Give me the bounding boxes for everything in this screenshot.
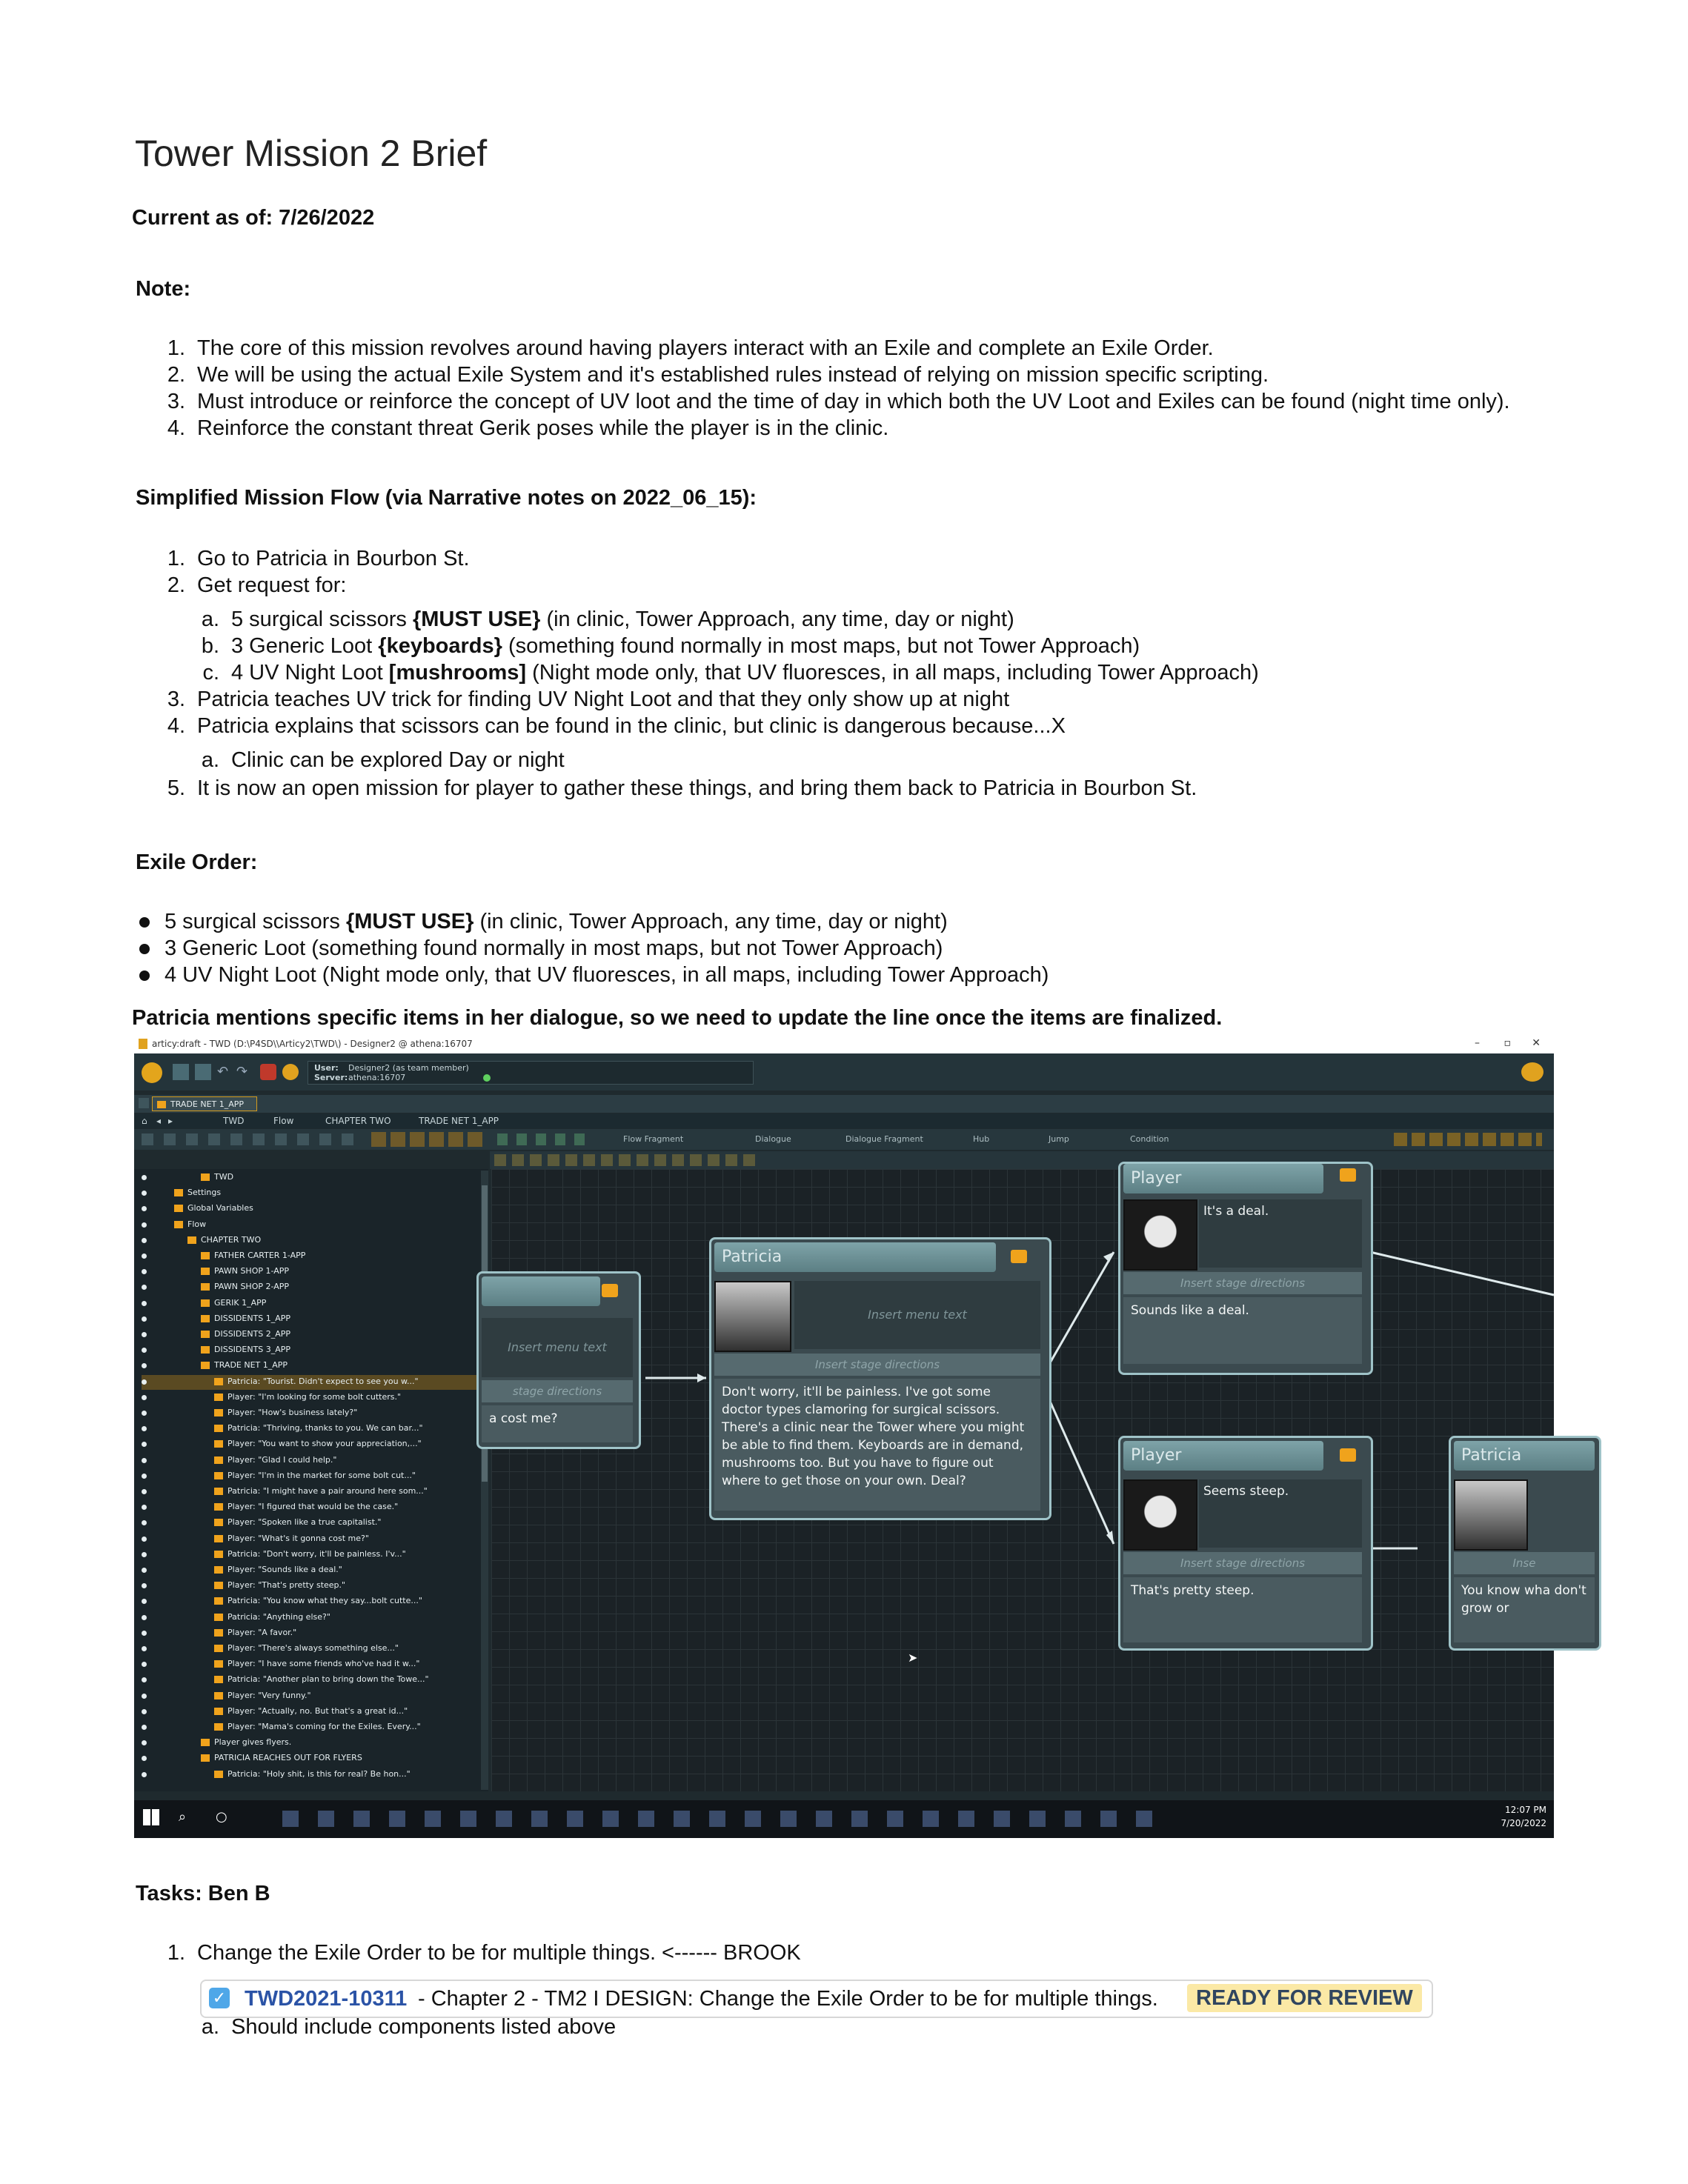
folder-icon <box>201 1268 210 1275</box>
tree-bullet-icon <box>142 1552 147 1557</box>
node-text: a cost me? <box>482 1405 633 1442</box>
tree-item[interactable] <box>142 1751 479 1766</box>
jira-ticket[interactable] <box>200 1980 1433 2018</box>
tree-bullet-icon <box>142 1520 147 1525</box>
toolbar-icon[interactable] <box>260 1064 276 1080</box>
exile-order-label: Exile Order: <box>136 850 258 874</box>
folder-icon <box>214 1582 223 1589</box>
toolbar-hub[interactable]: Hub <box>973 1134 990 1144</box>
folder-icon <box>214 1440 223 1448</box>
tree-item-label: Patricia: "You know what they say...bolt cutte..." <box>227 1596 422 1606</box>
node-text: That's pretty steep. <box>1123 1577 1362 1642</box>
dialogue-node-patricia-2[interactable] <box>1449 1436 1601 1651</box>
windows-taskbar <box>134 1800 1554 1838</box>
tree-bullet-icon <box>142 1175 147 1180</box>
player-avatar <box>1123 1199 1197 1271</box>
toolbar-dialogue-fragment[interactable]: Dialogue Fragment <box>845 1134 923 1144</box>
tree-item-label: Player: "How's business lately?" <box>227 1408 358 1417</box>
breadcrumb-item[interactable]: CHAPTER TWO <box>325 1116 391 1126</box>
patricia-avatar <box>714 1281 791 1352</box>
tree-bullet-icon <box>142 1568 147 1573</box>
speech-bubble-icon <box>1340 1448 1356 1462</box>
home-icon[interactable]: ⌂ <box>142 1116 147 1126</box>
folder-icon <box>214 1708 223 1715</box>
tree-item[interactable] <box>142 1296 479 1311</box>
stage-directions: Insert stage directions <box>714 1354 1040 1376</box>
tree-bullet-icon <box>142 1505 147 1510</box>
tree-bullet-icon <box>142 1238 147 1243</box>
folder-icon <box>201 1252 210 1259</box>
tree-bullet-icon <box>142 1756 147 1761</box>
flow-label: Simplified Mission Flow (via Narrative notes on 2022_06_15): <box>136 486 757 510</box>
tree-item-label: PAWN SHOP 1-APP <box>214 1266 290 1276</box>
list-item: 5. It is now an open mission for player to gather these things, and bring them back to Patricia in Bourbon St. <box>167 776 1197 800</box>
tree-bullet-icon <box>142 1709 147 1714</box>
tree-bullet-icon <box>142 1332 147 1337</box>
folder-icon <box>214 1519 223 1526</box>
tree-item[interactable] <box>142 1359 479 1374</box>
tree-bullet-icon <box>142 1269 147 1274</box>
folder-icon <box>214 1425 223 1432</box>
tree-bullet-icon <box>142 1677 147 1682</box>
folder-icon <box>214 1378 223 1385</box>
folder-icon <box>187 1236 196 1244</box>
tree-item[interactable] <box>142 1611 479 1625</box>
tree-item-label: Player: "Very funny." <box>227 1690 311 1700</box>
tree-item-label: Global Variables <box>187 1203 253 1213</box>
tree-item[interactable] <box>142 1249 479 1264</box>
tree-bullet-icon <box>142 1646 147 1651</box>
restore-icon[interactable]: ▫ <box>1503 1037 1511 1049</box>
tree-item-label: Player: "Sounds like a deal." <box>227 1565 342 1574</box>
current-as-of: Current as of: 7/26/2022 <box>132 206 375 230</box>
folder-icon <box>214 1535 223 1542</box>
toolbar-flow-fragment[interactable]: Flow Fragment <box>623 1134 684 1144</box>
list-item: 5 surgical scissors {MUST USE} (in clinic, Tower Approach, any time, day or night) <box>165 910 948 933</box>
stage-directions: Insert stage directions <box>1123 1272 1362 1294</box>
tree-bullet-icon <box>142 1411 147 1416</box>
tree-bullet-icon <box>142 1395 147 1400</box>
tree-item-label: TWD <box>214 1172 234 1182</box>
tree-bullet-icon <box>142 1740 147 1745</box>
list-item: c. 4 UV Night Loot [mushrooms] (Night mode only, that UV fluoresces, in all maps, including Tower Approach) <box>202 661 1259 685</box>
folder-icon <box>214 1660 223 1668</box>
folder-icon <box>201 1331 210 1338</box>
list-item: 4. Reinforce the constant threat Gerik poses while the player is in the clinic. <box>167 416 889 440</box>
settings-icon[interactable] <box>1521 1062 1544 1082</box>
tree-item[interactable] <box>142 1563 479 1578</box>
tree-item-label: Player: "What's it gonna cost me?" <box>227 1533 369 1543</box>
tree-item-label: FATHER CARTER 1-APP <box>214 1251 306 1260</box>
tree-item-label: Player: "That's pretty steep." <box>227 1580 346 1591</box>
tree-item-label: Settings <box>187 1188 222 1198</box>
tree-bullet-icon <box>142 1442 147 1447</box>
tree-item-label: Player: "I'm looking for some bolt cutters." <box>227 1391 402 1402</box>
tree-item[interactable] <box>142 1454 479 1468</box>
tree-bullet-icon <box>142 1363 147 1368</box>
clock-time: 12:07 PM <box>1505 1805 1546 1815</box>
tree-item-label: Player: "I have some friends who've had it w..." <box>227 1659 420 1669</box>
tree-item-label: Player: "Glad I could help." <box>227 1454 337 1465</box>
list-item: b. 3 Generic Loot {keyboards} (something found normally in most maps, but not Tower Approach) <box>201 634 1140 658</box>
undo-icon[interactable]: ↶ <box>217 1064 229 1079</box>
tree-item[interactable] <box>142 1594 479 1609</box>
tree-item[interactable] <box>142 1469 479 1484</box>
cortana-icon[interactable]: ○ <box>216 1809 227 1825</box>
tree-bullet-icon <box>142 1615 147 1620</box>
tree-bullet-icon <box>142 1222 147 1228</box>
bullet-icon <box>139 917 150 928</box>
tree-bullet-icon <box>142 1583 147 1588</box>
folder-icon <box>214 1503 223 1511</box>
toolbar-condition[interactable]: Condition <box>1130 1134 1169 1144</box>
articy-logo-icon[interactable] <box>142 1062 162 1083</box>
player-avatar <box>1123 1479 1197 1551</box>
folder-icon <box>214 1771 223 1778</box>
tree-item-label: Patricia: "Tourist. Didn't expect to see you w..." <box>227 1376 419 1386</box>
tree-item[interactable] <box>142 1705 479 1719</box>
breadcrumb-item[interactable]: Flow <box>273 1116 294 1126</box>
status-badge: READY FOR REVIEW <box>1187 1984 1422 2012</box>
breadcrumb <box>134 1113 1554 1128</box>
tree-item[interactable] <box>142 1516 479 1531</box>
user-label: User: <box>314 1063 339 1073</box>
dialogue-node[interactable] <box>476 1271 641 1449</box>
folder-icon <box>174 1205 183 1212</box>
tree-item-label: PAWN SHOP 2-APP <box>214 1282 290 1292</box>
tree-item-label: Patricia: "Thriving, thanks to you. We can bar..." <box>227 1423 423 1434</box>
node-header: Player <box>1123 1164 1323 1193</box>
speech-bubble-icon <box>1011 1250 1027 1263</box>
tree-item[interactable] <box>142 1171 479 1185</box>
folder-icon <box>214 1629 223 1637</box>
close-icon[interactable]: ✕ <box>1532 1037 1541 1049</box>
tree-bullet-icon <box>142 1474 147 1479</box>
tree-item[interactable] <box>142 1202 479 1216</box>
dialogue-node-patricia[interactable] <box>709 1237 1051 1520</box>
folder-icon <box>214 1597 223 1605</box>
list-item: 3 Generic Loot (something found normally in most maps, but not Tower Approach) <box>165 936 943 960</box>
speech-bubble-icon <box>602 1284 618 1297</box>
minimize-icon[interactable]: – <box>1475 1037 1480 1049</box>
toolbar-dialogue[interactable]: Dialogue <box>755 1134 791 1144</box>
menu-text: Insert menu text <box>794 1281 1040 1349</box>
tab-label: TRADE NET 1_APP <box>170 1099 245 1109</box>
ticket-id[interactable]: TWD2021-10311 <box>245 1987 408 2011</box>
status-dot <box>483 1074 491 1082</box>
tree-item[interactable] <box>142 1532 479 1547</box>
tab-menu-icon[interactable] <box>139 1098 149 1108</box>
bullet-icon <box>139 971 150 981</box>
tree-bullet-icon <box>142 1662 147 1667</box>
start-icon[interactable] <box>143 1809 159 1825</box>
tree-item[interactable] <box>142 1422 479 1436</box>
tree-item-label: Player: "Actually, no. But that's a great id..." <box>227 1705 408 1716</box>
tree-item-label: Player: "You want to show your appreciation,..." <box>227 1439 422 1449</box>
menu-text: It's a deal. <box>1199 1199 1362 1268</box>
list-item: 2. Get request for: <box>167 573 347 597</box>
articy-screenshot <box>134 1036 1586 1838</box>
exile-order-list <box>133 910 1541 999</box>
tree-item[interactable] <box>142 1657 479 1672</box>
folder-icon <box>214 1692 223 1699</box>
dialogue-node-player-2[interactable] <box>1118 1436 1373 1651</box>
help-icon[interactable] <box>282 1064 299 1080</box>
canvas-toolbar-icons[interactable] <box>494 1154 761 1166</box>
tree-toolbar-icons-2[interactable] <box>371 1132 482 1147</box>
list-item: 1. The core of this mission revolves around having players interact with an Exile and complete an Exile Order. <box>167 336 1214 360</box>
tree-bullet-icon <box>142 1191 147 1196</box>
folder-icon <box>214 1645 223 1652</box>
tree-item[interactable] <box>142 1234 479 1248</box>
clock-date: 7/20/2022 <box>1501 1818 1546 1828</box>
node-header: Patricia <box>1454 1441 1595 1471</box>
folder-icon <box>174 1189 183 1196</box>
tab-trade-net[interactable] <box>152 1096 257 1111</box>
tree-item-label: GERIK 1_APP <box>214 1297 267 1308</box>
folder-icon <box>174 1221 183 1228</box>
tree-bullet-icon <box>142 1631 147 1636</box>
node-text: Don't worry, it'll be painless. I've got some doctor types clamoring for surgical scissors. There's a clinic near the Tower where you might be able to find them. Keyboards are in demand, mushrooms too. But you have to figure out where to get those on your own. Deal? <box>714 1379 1040 1511</box>
list-item: a. Clinic can be explored Day or night <box>201 748 565 772</box>
search-icon[interactable]: ⌕ <box>179 1809 187 1825</box>
list-item: 2. We will be using the actual Exile System and it's established rules instead of relying on mission specific scripting. <box>167 363 1269 387</box>
flow-canvas[interactable] <box>489 1169 1586 1791</box>
toolbar-icon[interactable] <box>195 1064 211 1080</box>
tree-item[interactable] <box>142 1626 479 1641</box>
tree-item[interactable] <box>142 1485 479 1499</box>
bullet-icon <box>139 944 150 954</box>
tree-scrollbar[interactable] <box>481 1171 488 1790</box>
folder-icon <box>201 1283 210 1291</box>
tree-item[interactable] <box>142 1579 479 1594</box>
tree-bullet-icon <box>142 1694 147 1699</box>
tree-item[interactable] <box>142 1768 479 1782</box>
node-header: Patricia <box>714 1242 996 1272</box>
server-value: athena:16707 <box>348 1073 406 1082</box>
folder-icon <box>214 1614 223 1621</box>
tree-item[interactable] <box>142 1186 479 1201</box>
tree-item-label: Player: "I'm in the market for some bolt cut..." <box>227 1470 416 1480</box>
note-label: Note: <box>136 277 191 301</box>
tree-item-label: Player: "A favor." <box>227 1627 297 1637</box>
tree-item[interactable] <box>142 1736 479 1751</box>
tree-item[interactable] <box>142 1406 479 1421</box>
list-item: 4 UV Night Loot (Night mode only, that UV fluoresces, in all maps, including Tower Approach) <box>165 963 1049 987</box>
patricia-avatar <box>1454 1479 1528 1551</box>
tree-item-label: Patricia: "I might have a pair around here som..." <box>227 1486 428 1496</box>
tree-bullet-icon <box>142 1426 147 1431</box>
folder-icon <box>214 1676 223 1683</box>
tree-toolbar-icons[interactable] <box>142 1133 364 1145</box>
forward-icon[interactable]: ▸ <box>168 1116 173 1126</box>
tree-item-label: Player: "There's always something else..." <box>227 1643 399 1653</box>
mouse-cursor-icon: ➤ <box>908 1651 918 1665</box>
redo-icon[interactable]: ↷ <box>236 1064 248 1079</box>
list-item: 3. Must introduce or reinforce the concept of UV loot and the time of day in which both the UV Loot and Exiles can be found (night time only). <box>167 390 1510 413</box>
tree-item-label: Player gives flyers. <box>214 1737 292 1748</box>
folder-icon <box>201 1739 210 1746</box>
stage-directions: stage directions <box>482 1380 633 1402</box>
tree-item-label: Patricia: "Don't worry, it'll be painless. I'v..." <box>227 1548 406 1559</box>
toolbar-jump[interactable]: Jump <box>1049 1134 1069 1144</box>
tree-bullet-icon <box>142 1599 147 1604</box>
list-item: 4. Patricia explains that scissors can be found in the clinic, but clinic is dangerous because...X <box>167 714 1066 738</box>
user-value: Designer2 (as team member) <box>348 1063 469 1073</box>
checkbox-icon: ✓ <box>209 1988 230 2008</box>
list-item: 1. Change the Exile Order to be for multiple things. <------ BROOK <box>167 1941 801 1965</box>
tree-bullet-icon <box>142 1285 147 1290</box>
window-title: articy:draft - TWD (D:\P4SD\\Articy2\TWD\) - Designer2 @ athena:16707 <box>152 1039 473 1049</box>
folder-icon <box>201 1299 210 1307</box>
flow-icon <box>157 1101 166 1108</box>
tree-item[interactable] <box>142 1673 479 1688</box>
patricia-note: Patricia mentions specific items in her dialogue, so we need to update the line once the items are finalized. <box>132 1006 1223 1030</box>
user-panel <box>308 1061 754 1085</box>
tree-item[interactable] <box>142 1328 479 1342</box>
node-text: You know wha don't grow or <box>1454 1577 1595 1642</box>
tree-item[interactable] <box>142 1437 479 1452</box>
folder-icon <box>214 1472 223 1479</box>
page-title: Tower Mission 2 Brief <box>135 133 488 174</box>
tree-bullet-icon <box>142 1725 147 1730</box>
tree-item-label: Patricia: "Holy shit, is this for real? Be hon..." <box>227 1768 411 1779</box>
folder-icon <box>214 1723 223 1731</box>
folder-icon <box>201 1315 210 1322</box>
node-header <box>482 1276 600 1306</box>
window-titlebar <box>134 1036 1554 1053</box>
tree-bullet-icon <box>142 1254 147 1259</box>
tasks-label: Tasks: Ben B <box>136 1882 270 1905</box>
tree-bullet-icon <box>142 1489 147 1494</box>
tree-item[interactable] <box>142 1312 479 1327</box>
folder-icon <box>214 1409 223 1416</box>
tree-item[interactable] <box>142 1265 479 1279</box>
server-label: Server: <box>314 1073 348 1082</box>
tree-item[interactable] <box>142 1391 479 1405</box>
folder-icon <box>214 1551 223 1558</box>
tree-item[interactable] <box>142 1548 479 1562</box>
back-icon[interactable]: ◂ <box>156 1116 162 1126</box>
ticket-text: - Chapter 2 - TM2 I DESIGN: Change the Exile Order to be for multiple things. <box>418 1987 1158 2011</box>
folder-icon <box>201 1754 210 1762</box>
tree-item[interactable] <box>142 1689 479 1704</box>
list-item: 3. Patricia teaches UV trick for finding UV Night Loot and that they only show up at night <box>167 688 1010 711</box>
speech-bubble-icon <box>1340 1168 1356 1182</box>
tab-bar <box>134 1095 1554 1113</box>
tree-item-label: PATRICIA REACHES OUT FOR FLYERS <box>214 1753 362 1763</box>
list-item: a. 5 surgical scissors {MUST USE} (in clinic, Tower Approach, any time, day or night) <box>201 607 1014 631</box>
tree-item[interactable] <box>142 1720 479 1735</box>
list-item: a. Should include components listed above <box>201 2015 617 2039</box>
tree-bullet-icon <box>142 1537 147 1542</box>
tree-item-label: Patricia: "Another plan to bring down the Towe..." <box>227 1674 429 1685</box>
tree-bullet-icon <box>142 1348 147 1353</box>
folder-icon <box>214 1456 223 1464</box>
tree-item[interactable] <box>142 1375 479 1390</box>
tree-item-label: Player: "Mama's coming for the Exiles. Every..." <box>227 1722 421 1731</box>
tree-item[interactable] <box>142 1218 479 1233</box>
navigator-tree <box>134 1169 488 1791</box>
tree-item-label: DISSIDENTS 1_APP <box>214 1313 291 1323</box>
tree-item[interactable] <box>142 1642 479 1657</box>
node-text: Sounds like a deal. <box>1123 1297 1362 1364</box>
tree-item[interactable] <box>142 1500 479 1515</box>
tree-item-label: Flow <box>187 1219 207 1229</box>
tree-bullet-icon <box>142 1316 147 1322</box>
tree-bullet-icon <box>142 1301 147 1306</box>
tree-bullet-icon <box>142 1206 147 1211</box>
tree-bullet-icon <box>142 1379 147 1385</box>
tree-item-label: DISSIDENTS 3_APP <box>214 1345 291 1355</box>
tree-item-label: Player: "I figured that would be the case." <box>227 1502 399 1512</box>
dialogue-node-player-1[interactable] <box>1118 1162 1373 1375</box>
tree-bullet-icon <box>142 1458 147 1463</box>
breadcrumb-item[interactable]: TRADE NET 1_APP <box>419 1116 499 1126</box>
folder-icon <box>214 1488 223 1495</box>
tree-item-label: TRADE NET 1_APP <box>214 1360 288 1371</box>
tree-item-label: Player: "Spoken like a true capitalist." <box>227 1517 382 1528</box>
view-toolbar-icons[interactable] <box>1394 1133 1542 1146</box>
folder-icon <box>214 1394 223 1401</box>
list-item: 1. Go to Patricia in Bourbon St. <box>167 547 470 570</box>
stage-directions: Inse <box>1454 1552 1595 1574</box>
tree-item-label: Patricia: "Anything else?" <box>227 1611 330 1622</box>
editor-toolbar <box>134 1129 1554 1150</box>
canvas-toolbar <box>490 1151 1554 1169</box>
tree-item-label: DISSIDENTS 2_APP <box>214 1329 291 1339</box>
taskbar-apps[interactable] <box>282 1811 1172 1827</box>
tree-item[interactable] <box>142 1343 479 1358</box>
menu-text: Seems steep. <box>1199 1479 1362 1548</box>
tree-bullet-icon <box>142 1772 147 1777</box>
toolbar-icon[interactable] <box>173 1064 189 1080</box>
node-toolbar-icons[interactable] <box>497 1133 586 1145</box>
folder-icon <box>201 1346 210 1354</box>
node-header: Player <box>1123 1441 1323 1471</box>
breadcrumb-item[interactable]: TWD <box>223 1116 245 1126</box>
folder-icon <box>214 1566 223 1574</box>
stage-directions: Insert stage directions <box>1123 1552 1362 1574</box>
folder-icon <box>201 1173 210 1181</box>
app-icon <box>139 1039 147 1049</box>
tree-item-label: CHAPTER TWO <box>201 1234 262 1245</box>
tree-item[interactable] <box>142 1280 479 1295</box>
folder-icon <box>201 1362 210 1369</box>
main-toolbar <box>134 1053 1554 1091</box>
menu-text: Insert menu text <box>482 1318 633 1377</box>
